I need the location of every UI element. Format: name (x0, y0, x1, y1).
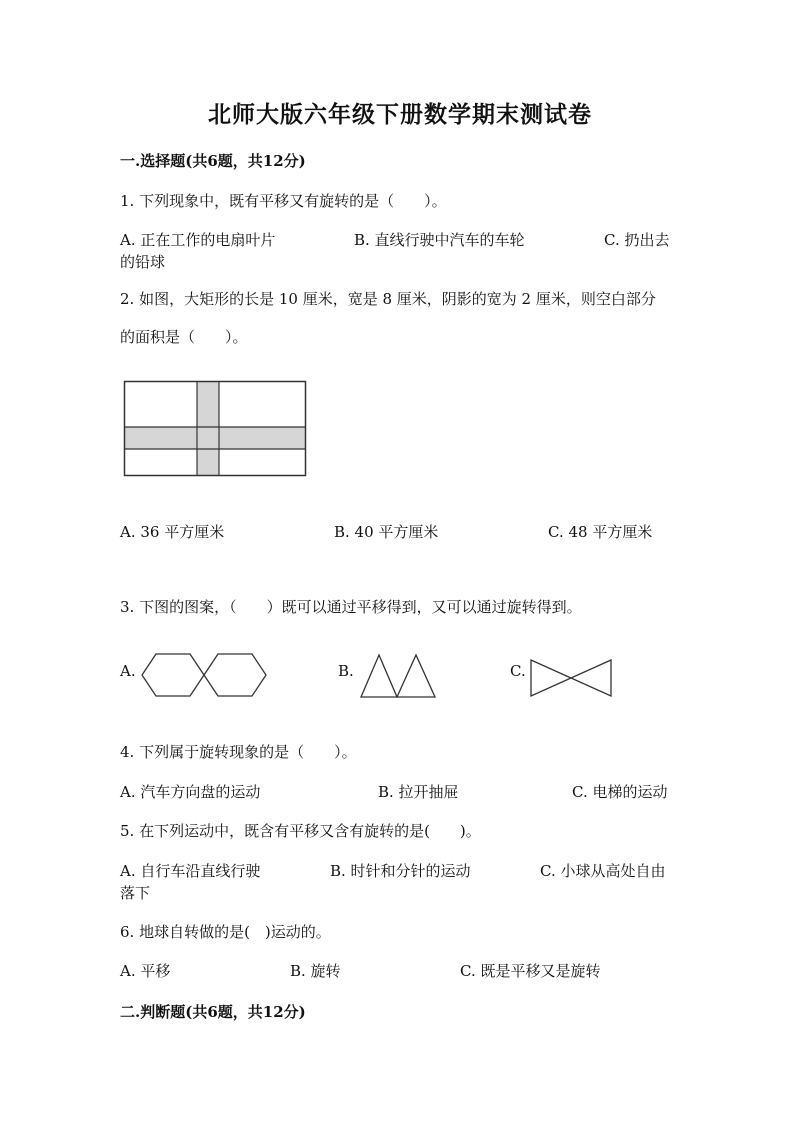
question-1-option-c[interactable]: C. 扔出去 (604, 231, 670, 249)
question-6-stem: 6. 地球自转做的是( )运动的。 (120, 923, 331, 941)
question-4-stem: 4. 下列属于旋转现象的是（ ）。 (120, 743, 357, 761)
question-2-stem-line1: 2. 如图，大矩形的长是 10 厘米，宽是 8 厘米，阴影的宽为 2 厘米，则空白部分 (120, 290, 656, 308)
question-5-option-b[interactable]: B. 时针和分针的运动 (330, 862, 471, 880)
question-6-option-b[interactable]: B. 旋转 (290, 962, 341, 980)
question-2-option-a[interactable]: A. 36 平方厘米 (120, 523, 225, 541)
two-hexagons-figure (140, 653, 268, 698)
page-title: 北师大版六年级下册数学期末测试卷 (208, 101, 592, 128)
question-1-stem: 1. 下列现象中，既有平移又有旋转的是（ ）。 (120, 192, 447, 210)
shadow-horizontal-strip (125, 427, 306, 449)
question-4-option-b[interactable]: B. 拉开抽屉 (378, 783, 459, 801)
question-5-option-c-wrap: 落下 (120, 884, 151, 902)
question-3-stem: 3. 下图的图案，（ ）既可以通过平移得到，又可以通过旋转得到。 (120, 598, 582, 616)
question-5-option-a[interactable]: A. 自行车沿直线行驶 (120, 862, 261, 880)
question-2-option-b[interactable]: B. 40 平方厘米 (334, 523, 439, 541)
question-6-option-c[interactable]: C. 既是平移又是旋转 (460, 962, 601, 980)
question-3-option-c[interactable]: C. (510, 662, 526, 680)
question-1-option-c-wrap: 的铅球 (120, 253, 166, 271)
section-heading-judge: 二.判断题(共6题，共12分) (120, 1003, 306, 1021)
question-5-stem: 5. 在下列运动中，既含有平移又含有旋转的是( )。 (120, 822, 481, 840)
question-2-option-c[interactable]: C. 48 平方厘米 (548, 523, 653, 541)
two-triangles-figure (360, 654, 436, 698)
question-2-stem-line2: 的面积是（ ）。 (120, 328, 248, 346)
question-5-option-c[interactable]: C. 小球从高处自由 (540, 862, 666, 880)
bowtie-figure (530, 659, 612, 697)
section-heading-choice: 一.选择题(共6题，共12分) (120, 152, 306, 170)
question-6-option-a[interactable]: A. 平移 (120, 962, 171, 980)
question-3-option-a[interactable]: A. (120, 662, 136, 680)
question-4-option-c[interactable]: C. 电梯的运动 (572, 783, 668, 801)
question-1-option-b[interactable]: B. 直线行驶中汽车的车轮 (354, 231, 525, 249)
rectangle-figure (124, 381, 306, 476)
question-4-option-a[interactable]: A. 汽车方向盘的运动 (120, 783, 261, 801)
question-3-option-b[interactable]: B. (338, 662, 354, 680)
question-1-option-a[interactable]: A. 正在工作的电扇叶片 (120, 231, 276, 249)
